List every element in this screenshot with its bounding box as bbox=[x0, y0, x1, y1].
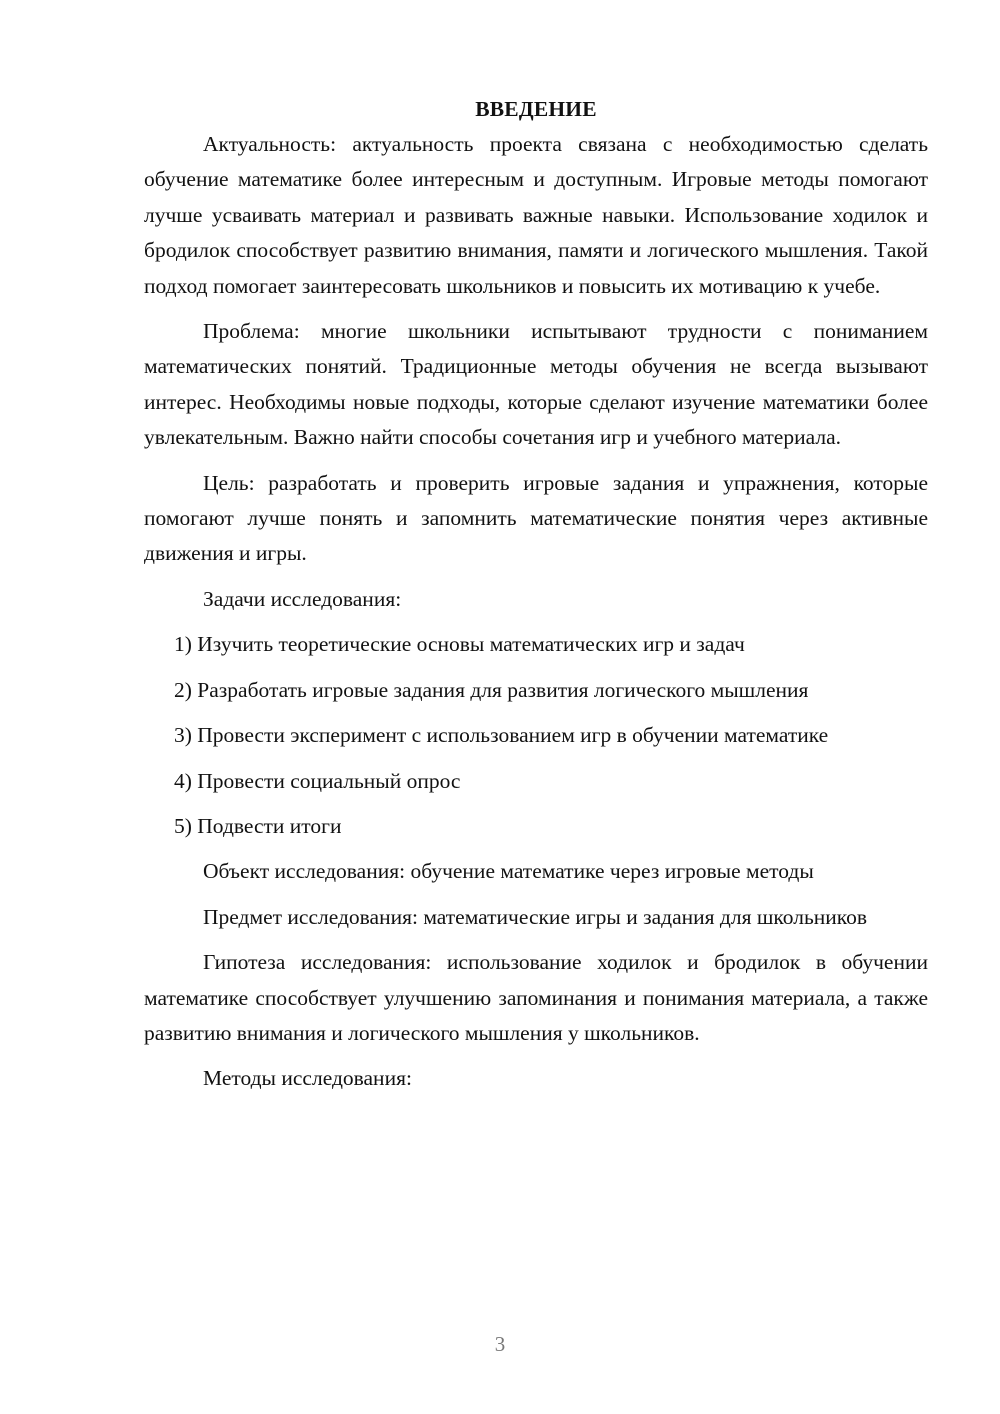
task-item-3: 3) Провести эксперимент с использованием игр в обучении математике bbox=[174, 723, 829, 748]
paragraph-goal: Цель: разработать и проверить игровые задания и упражнения, которые помогают лучше понять и запомнить математические понятия через активные движения и игры. bbox=[144, 470, 928, 566]
section-title: ВВЕДЕНИЕ bbox=[475, 97, 597, 121]
task-item-2: 2) Разработать игровые задания для развития логического мышления bbox=[174, 677, 809, 702]
task-item-5: 5) Подвести итоги bbox=[174, 813, 342, 838]
paragraph-relevance: Актуальность: актуальность проекта связана с необходимостью сделать обучение математике более интересным и доступным. Игровые методы помогают лучше усваивать материал и развивать важные навыки. Использование ходилок и бродилок способствует развитию внимания, памяти и логического мышления. Такой подход помогает заинтересовать школьников и повысить их мотивацию к учебе. bbox=[144, 132, 928, 298]
methods-heading: Методы исследования: bbox=[203, 1066, 412, 1091]
paragraph-hypothesis: Гипотеза исследования: использование ходилок и бродилок в обучении математике способствует улучшению запоминания и понимания материала, а также развитию внимания и логического мышления у школьников. bbox=[144, 950, 928, 1045]
task-item-1: 1) Изучить теоретические основы математических игр и задач bbox=[174, 632, 745, 657]
page-content bbox=[144, 92, 928, 1107]
tasks-heading: Задачи исследования: bbox=[203, 586, 402, 611]
paragraph-object: Объект исследования: обучение математике через игровые методы bbox=[203, 859, 814, 884]
paragraph-subject: Предмет исследования: математические игры и задания для школьников bbox=[203, 904, 868, 929]
page-number: 3 bbox=[494, 1332, 506, 1356]
task-item-4: 4) Провести социальный опрос bbox=[174, 768, 461, 793]
paragraph-problem: Проблема: многие школьники испытывают трудности с пониманием математических понятий. Традиционные методы обучения не всегда вызывают интерес. Необходимы новые подходы, которые сделают изучение математики более увлекательным. Важно найти способы сочетания игр и учебного материала. bbox=[144, 319, 928, 450]
